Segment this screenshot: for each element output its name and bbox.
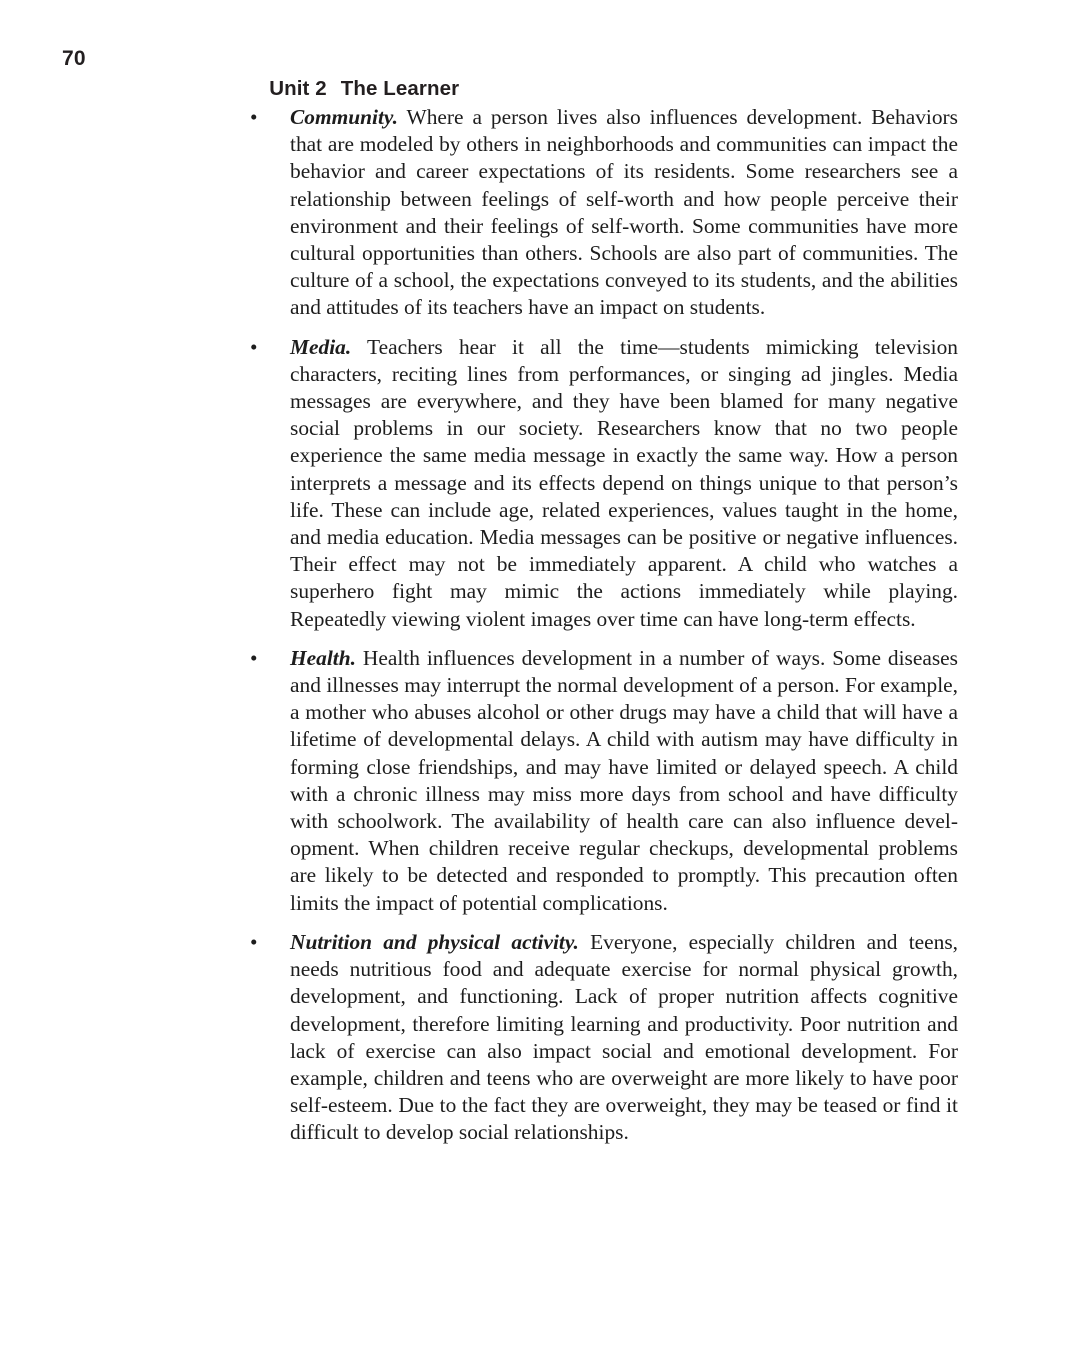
running-head-unit: Unit 2 <box>269 77 327 100</box>
list-item <box>246 334 958 633</box>
bullet-point-icon: • <box>250 105 258 129</box>
body-column <box>246 104 958 1147</box>
running-head <box>0 44 1088 100</box>
bullet-point-icon: • <box>250 929 258 954</box>
list-item-term: Health. <box>290 645 356 670</box>
list-item-body: Health influences development in a number of ways. Some diseases and illnesses may interrupt the normal development of a person. For example, a mother who abuses alcohol or other drugs may have a child that will have a lifetime of developmental delays. A child with autism may have difficulty in forming close friendships, and may have limited or delayed speech. A child with a chronic illness may miss more days from school and have difficulty with schoolwork. The availability of health care can also influence development. When children receive regular checkups, developmental problems are likely to be detected and responded to promptly. This precaution often limits the impact of potential complications. <box>290 645 958 915</box>
list-item-body: Everyone, especially children and teens, needs nutritious food and adequate exercise for normal physical growth, development, and functioning. Lack of proper nutrition affects cognitive development, therefore limiting learning and productivity. Poor nutrition and lack of exercise can also impact social and emotional development. For example, children and teens who are overweight are more likely to have poor self-esteem. Due to the fact they are overweight, they may be teased or find it difficult to develop social relationships. <box>290 929 958 1145</box>
influences-bullet-list <box>246 104 958 1147</box>
running-head-unit-title: The Learner <box>340 77 460 100</box>
list-item-term: Media. <box>290 334 352 359</box>
page-number: 70 <box>62 47 86 70</box>
list-item-term: Nutrition and physical activity. <box>290 929 579 954</box>
list-item-term: Community. <box>290 105 398 129</box>
list-item <box>246 645 958 917</box>
list-item-body: Teachers hear it all the time—students mimicking television characters, reciting lines from performances, or singing ad jingles. Media messages are everywhere, and they have been blamed for many negative social problems in our society. Researchers know that no two people experience the same media message in exactly the same way. How a person interprets a message and its effects depend on things unique to that person’s life. These can include age, related experiences, values taught in the home, and media education. Media messages can be positive or negative influences. Their effect may not be immediately apparent. A child who watches a superhero fight may mimic the actions immediately while playing. Repeatedly viewing violent images over time can have long-term effects. <box>290 334 958 631</box>
list-item <box>246 104 958 322</box>
bullet-point-icon: • <box>250 334 258 359</box>
list-item-body: Where a person lives also influences development. Behaviors that are modeled by others in neighborhoods and communities can impact the behavior and career expectations of its residents. Some researchers see a relationship between feelings of self-worth and how people perceive their environment and their feelings of self-worth. Some communities have more cultural opportunities than others. Schools are also part of communities. The culture of a school, the expectations conveyed to its students, and the abilities and attitudes of its teachers have an impact on students. <box>290 105 958 320</box>
list-item <box>246 929 958 1147</box>
bullet-point-icon: • <box>250 645 258 670</box>
